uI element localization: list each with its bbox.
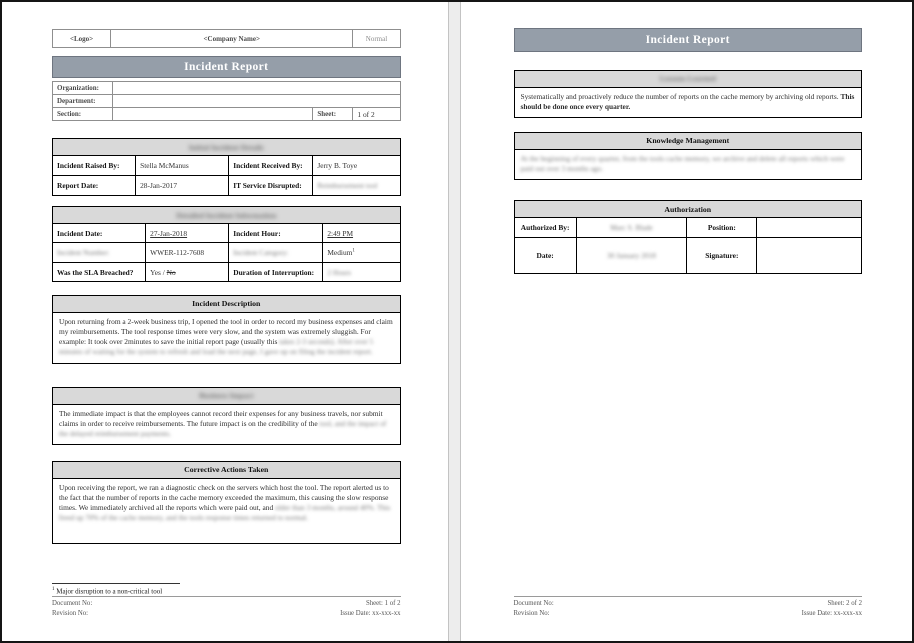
blurred-name: Marc S. Blade bbox=[610, 223, 653, 232]
blurred-value: 2 Hours bbox=[327, 267, 351, 277]
section-field[interactable] bbox=[113, 108, 313, 121]
lessons-learned-section bbox=[514, 70, 863, 118]
no-option-struck: No bbox=[166, 267, 176, 277]
category-text: Medium bbox=[327, 248, 353, 257]
description-blurred-text: takes 2-3 seconds). After over 5 minutes of waiting for the system to refresh and load the next page, I gave up on filing the incident report. bbox=[59, 337, 374, 356]
department-field[interactable] bbox=[113, 95, 400, 108]
page-title-banner: Incident Report bbox=[52, 56, 401, 78]
footer-left bbox=[514, 599, 554, 619]
underlined-date: 27-Jan-2018 bbox=[150, 228, 188, 238]
footnote-divider bbox=[52, 583, 180, 584]
it-service-disrupted-label: IT Service Disrupted: bbox=[229, 176, 313, 196]
lessons-text: Systematically and proactively reduce the number of reports on the cache memory by archiving old reports. bbox=[520, 92, 841, 101]
incident-description-section bbox=[52, 295, 401, 364]
blurred-section-title: Initial Incident Details bbox=[188, 142, 264, 152]
position-field[interactable] bbox=[757, 218, 862, 238]
page-title-banner: Incident Report bbox=[514, 28, 863, 52]
organization-label: Organization: bbox=[53, 82, 113, 95]
page-1 bbox=[2, 2, 448, 641]
footnote-number: 1 bbox=[52, 586, 55, 592]
blurred-value: Reimbursement tool bbox=[317, 181, 378, 190]
sheet-value: 1 of 2 bbox=[353, 108, 400, 121]
description-visible-text: Upon returning from a 2-week business trip, I opened the tool in order to record my business expenses and claim my reimbursements. The tool response times were very slow, and the system was extremely sluggish. For example: It took over 2minutes to save the initial report page (usually this bbox=[59, 317, 393, 346]
blurred-label: Incident Number: bbox=[57, 248, 110, 257]
section-label: Section: bbox=[53, 108, 113, 121]
blurred-label: Incident Category: bbox=[233, 248, 289, 257]
page2-footer bbox=[514, 596, 863, 619]
page-2 bbox=[461, 2, 913, 641]
corrective-blurred-text: older than 3 months, around 40%. This freed up 70% of the cache memory, and the tools response times returned to normal. bbox=[59, 503, 391, 522]
footer-right bbox=[802, 599, 862, 619]
authorization-header: Authorization bbox=[514, 201, 862, 218]
incident-number-label bbox=[53, 243, 146, 263]
incident-received-by-value[interactable]: Jerry B. Toye bbox=[313, 156, 400, 176]
footnote bbox=[52, 583, 180, 595]
impact-blurred-text: tool, and the impact of the delayed reimbursement payments. bbox=[59, 419, 387, 438]
organization-field[interactable] bbox=[113, 82, 400, 95]
underlined-time: 2:49 PM bbox=[327, 228, 354, 238]
revision-no-label: Revision No: bbox=[513, 609, 550, 617]
page1-footer bbox=[52, 596, 401, 619]
revision-no-label: Revision No: bbox=[52, 609, 89, 617]
blurred-date: 30 January 2018 bbox=[607, 251, 656, 260]
date-label: Date: bbox=[514, 238, 576, 274]
report-date-value[interactable]: 28-Jan-2017 bbox=[136, 176, 229, 196]
sla-breached-value[interactable] bbox=[146, 263, 229, 282]
business-impact-header bbox=[53, 388, 400, 405]
incident-hour-label: Incident Hour: bbox=[229, 224, 323, 243]
business-impact-body[interactable] bbox=[53, 405, 400, 444]
sla-breached-label: Was the SLA Breached? bbox=[53, 263, 146, 282]
report-date-label: Report Date: bbox=[53, 176, 136, 196]
footnote-marker: 1 bbox=[352, 248, 355, 254]
incident-raised-by-label: Incident Raised By: bbox=[53, 156, 136, 176]
company-name-placeholder[interactable]: <Company Name> bbox=[111, 30, 353, 48]
detailed-info-header bbox=[53, 207, 401, 224]
knowledge-management-header: Knowledge Management bbox=[515, 133, 862, 150]
document-no-label: Document No: bbox=[52, 599, 93, 607]
incident-description-body[interactable] bbox=[53, 313, 400, 363]
incident-received-by-label: Incident Received By: bbox=[229, 156, 313, 176]
corrective-actions-header: Corrective Actions Taken bbox=[53, 462, 400, 479]
incident-category-label bbox=[229, 243, 323, 263]
blurred-section-title: Lessons Learned bbox=[659, 74, 716, 83]
status-cell: Normal bbox=[353, 30, 400, 48]
incident-hour-value[interactable] bbox=[323, 224, 400, 243]
position-label: Position: bbox=[687, 218, 757, 238]
corrective-actions-section bbox=[52, 461, 401, 544]
incident-raised-by-value[interactable]: Stella McManus bbox=[136, 156, 229, 176]
lessons-bold-text: This should be done once every quarter. bbox=[520, 92, 855, 111]
initial-details-header bbox=[53, 139, 401, 156]
knowledge-blurred-text: At the beginning of every quarter, from the tools cache memory, we archive and delete all reports which were paid out over 3 months ago. bbox=[520, 154, 845, 173]
signature-label: Signature: bbox=[687, 238, 757, 274]
sheet-info: Sheet: 1 of 2 bbox=[365, 599, 401, 607]
duration-of-interruption-value[interactable] bbox=[323, 263, 400, 282]
lessons-learned-header bbox=[515, 71, 862, 88]
knowledge-management-body[interactable] bbox=[515, 150, 862, 179]
duration-of-interruption-label: Duration of Interruption: bbox=[229, 263, 323, 282]
logo-placeholder[interactable]: <Logo> bbox=[53, 30, 111, 48]
initial-incident-details-table bbox=[52, 138, 401, 196]
lessons-learned-body[interactable] bbox=[515, 88, 862, 117]
knowledge-management-section bbox=[514, 132, 863, 180]
incident-description-header: Incident Description bbox=[53, 296, 400, 313]
corrective-visible-text: Upon receiving the report, we ran a diagnostic check on the servers which host the tool. The report alerted us to the fact that the number of reports in the cache memory exceeded the maximum, this causing the slow response times. We immediately archived all the reports which were paid out, and bbox=[59, 483, 389, 512]
sheet-info: Sheet: 2 of 2 bbox=[827, 599, 862, 607]
authorized-by-value[interactable] bbox=[576, 218, 686, 238]
organization-table bbox=[52, 81, 401, 121]
blurred-section-title: Business Impact bbox=[199, 391, 254, 400]
business-impact-section bbox=[52, 387, 401, 445]
logo-header-table bbox=[52, 29, 401, 48]
impact-visible-text: The immediate impact is that the employees cannot record their expenses for any business travels, nor submit claims in order to receive reimbursements. The future impact is on the credibility of the bbox=[59, 409, 383, 428]
incident-date-label: Incident Date: bbox=[53, 224, 146, 243]
yes-option: Yes / bbox=[150, 267, 167, 277]
sheet-label: Sheet: bbox=[313, 108, 353, 121]
corrective-actions-body[interactable] bbox=[53, 479, 400, 543]
footer-right bbox=[340, 599, 400, 619]
page-gutter bbox=[448, 2, 461, 641]
incident-number-value[interactable]: WWER-112-7608 bbox=[146, 243, 229, 263]
issue-date-info: Issue Date: xx-xxx-xx bbox=[801, 609, 862, 617]
it-service-disrupted-value[interactable] bbox=[313, 176, 400, 196]
blurred-section-title: Detailed Incident Information bbox=[176, 210, 277, 220]
footnote-text: Major disruption to a non-critical tool bbox=[54, 587, 163, 595]
date-value[interactable] bbox=[576, 238, 686, 274]
authorization-table bbox=[514, 200, 863, 274]
document-no-label: Document No: bbox=[513, 599, 554, 607]
authorized-by-label: Authorized By: bbox=[514, 218, 576, 238]
incident-category-value[interactable] bbox=[323, 243, 400, 263]
department-label: Department: bbox=[53, 95, 113, 108]
footer-left bbox=[52, 599, 92, 619]
incident-date-value[interactable] bbox=[146, 224, 229, 243]
signature-field[interactable] bbox=[757, 238, 862, 274]
issue-date-info: Issue Date: xx-xxx-xx bbox=[340, 609, 401, 617]
detailed-incident-information-table bbox=[52, 206, 401, 282]
